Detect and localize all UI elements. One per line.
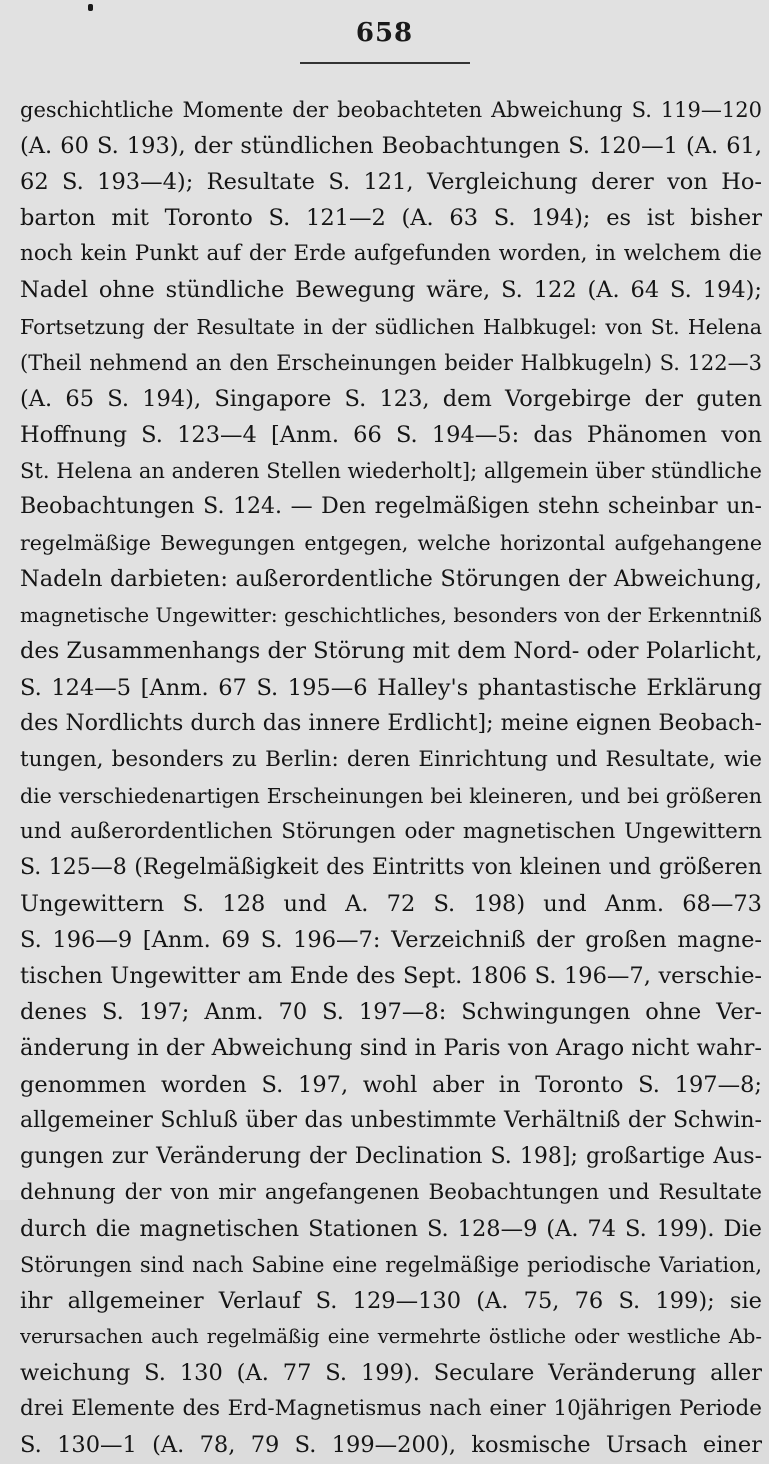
text-line: ihr allgemeiner Verlauf S. 129—130 (A. 75, 76 S. 199); sie bbox=[20, 1288, 762, 1315]
text-line: genommen worden S. 197, wohl aber in Toronto S. 197—8; bbox=[20, 1071, 762, 1098]
text-line: magnetische Ungewitter: geschichtliches, besonders von der Erkenntniß bbox=[20, 603, 762, 628]
text-line: tischen Ungewitter am Ende des Sept. 1806 S. 196—7, verschie- bbox=[20, 963, 762, 990]
text-line: Beobachtungen S. 124. — Den regelmäßigen stehn scheinbar un- bbox=[20, 494, 762, 520]
text-line: allgemeiner Schluß über das unbestimmte Verhältniß der Schwin- bbox=[20, 1107, 762, 1133]
text-line: 62 S. 193—4); Resultate S. 121, Vergleichung derer von Ho- bbox=[20, 169, 762, 196]
text-line: geschichtliche Momente der beobachteten Abweichung S. 119—120 bbox=[20, 98, 762, 122]
text-line: Störungen sind nach Sabine eine regelmäßige periodische Variation, bbox=[20, 1253, 762, 1277]
text-line: Ungewittern S. 128 und A. 72 S. 198) und Anm. 68—73 bbox=[20, 891, 762, 918]
header-rule bbox=[300, 62, 470, 64]
text-line: tungen, besonders zu Berlin: deren Einrichtung und Resultate, wie bbox=[20, 746, 762, 772]
text-line: Fortsetzung der Resultate in der südlichen Halbkugel: von St. Helena bbox=[20, 314, 762, 339]
text-line: Hoffnung S. 123—4 [Anm. 66 S. 194—5: das Phänomen von bbox=[20, 421, 762, 448]
text-line: (Theil nehmend an den Erscheinungen beider Halbkugeln) S. 122—3 bbox=[20, 350, 762, 375]
ink-mark bbox=[88, 4, 93, 11]
text-line: (A. 60 S. 193), der stündlichen Beobachtungen S. 120—1 (A. 61, bbox=[20, 133, 762, 160]
text-line: S. 130—1 (A. 78, 79 S. 199—200), kosmische Ursach einer bbox=[20, 1432, 762, 1459]
text-line: drei Elemente des Erd-Magnetismus nach einer 10jährigen Periode bbox=[20, 1396, 762, 1422]
text-line: Nadel ohne stündliche Bewegung wäre, S. 122 (A. 64 S. 194); bbox=[20, 277, 762, 304]
text-line: S. 124—5 [Anm. 67 S. 195—6 Halley's phantastische Erklärung bbox=[20, 674, 762, 701]
text-line: des Nordlichts durch das innere Erdlicht]; meine eignen Beobach- bbox=[20, 710, 762, 736]
text-line: änderung in der Abweichung sind in Paris von Arago nicht wahr- bbox=[20, 1035, 762, 1062]
text-line: die verschiedenartigen Erscheinungen bei kleineren, und bei größeren bbox=[20, 783, 762, 808]
text-line: durch die magnetischen Stationen S. 128—9 (A. 74 S. 199). Die bbox=[20, 1215, 762, 1242]
text-line: gungen zur Veränderung der Declination S. 198]; großartige Aus- bbox=[20, 1143, 762, 1169]
text-line: St. Helena an anderen Stellen wiederholt]; allgemein über stündliche bbox=[20, 458, 762, 483]
text-line: barton mit Toronto S. 121—2 (A. 63 S. 194); es ist bisher bbox=[20, 205, 762, 232]
text-line: weichung S. 130 (A. 77 S. 199). Seculare Veränderung aller bbox=[20, 1360, 762, 1387]
text-line: Nadeln darbieten: außerordentliche Störungen der Abweichung, bbox=[20, 566, 762, 593]
text-line: und außerordentlichen Störungen oder magnetischen Ungewittern bbox=[20, 818, 762, 844]
text-line: dehnung der von mir angefangenen Beobachtungen und Resultate bbox=[20, 1179, 762, 1205]
text-line: noch kein Punkt auf der Erde aufgefunden worden, in welchem die bbox=[20, 241, 762, 267]
text-line: des Zusammenhangs der Störung mit dem Nord- oder Polarlicht, bbox=[20, 638, 762, 665]
text-line: S. 196—9 [Anm. 69 S. 196—7: Verzeichniß der großen magne- bbox=[20, 927, 762, 954]
text-line: S. 125—8 (Regelmäßigkeit des Eintritts von kleinen und größeren bbox=[20, 854, 762, 880]
text-line: (A. 65 S. 194), Singapore S. 123, dem Vorgebirge der guten bbox=[20, 385, 762, 412]
body-text bbox=[20, 92, 762, 1464]
text-line: denes S. 197; Anm. 70 S. 197—8: Schwingungen ohne Ver- bbox=[20, 999, 762, 1026]
page-number: 658 bbox=[355, 18, 414, 48]
text-line: verursachen auch regelmäßig eine vermehrte östliche oder westliche Ab- bbox=[20, 1325, 762, 1349]
text-line: regelmäßige Bewegungen entgegen, welche horizontal aufgehangene bbox=[20, 531, 762, 556]
